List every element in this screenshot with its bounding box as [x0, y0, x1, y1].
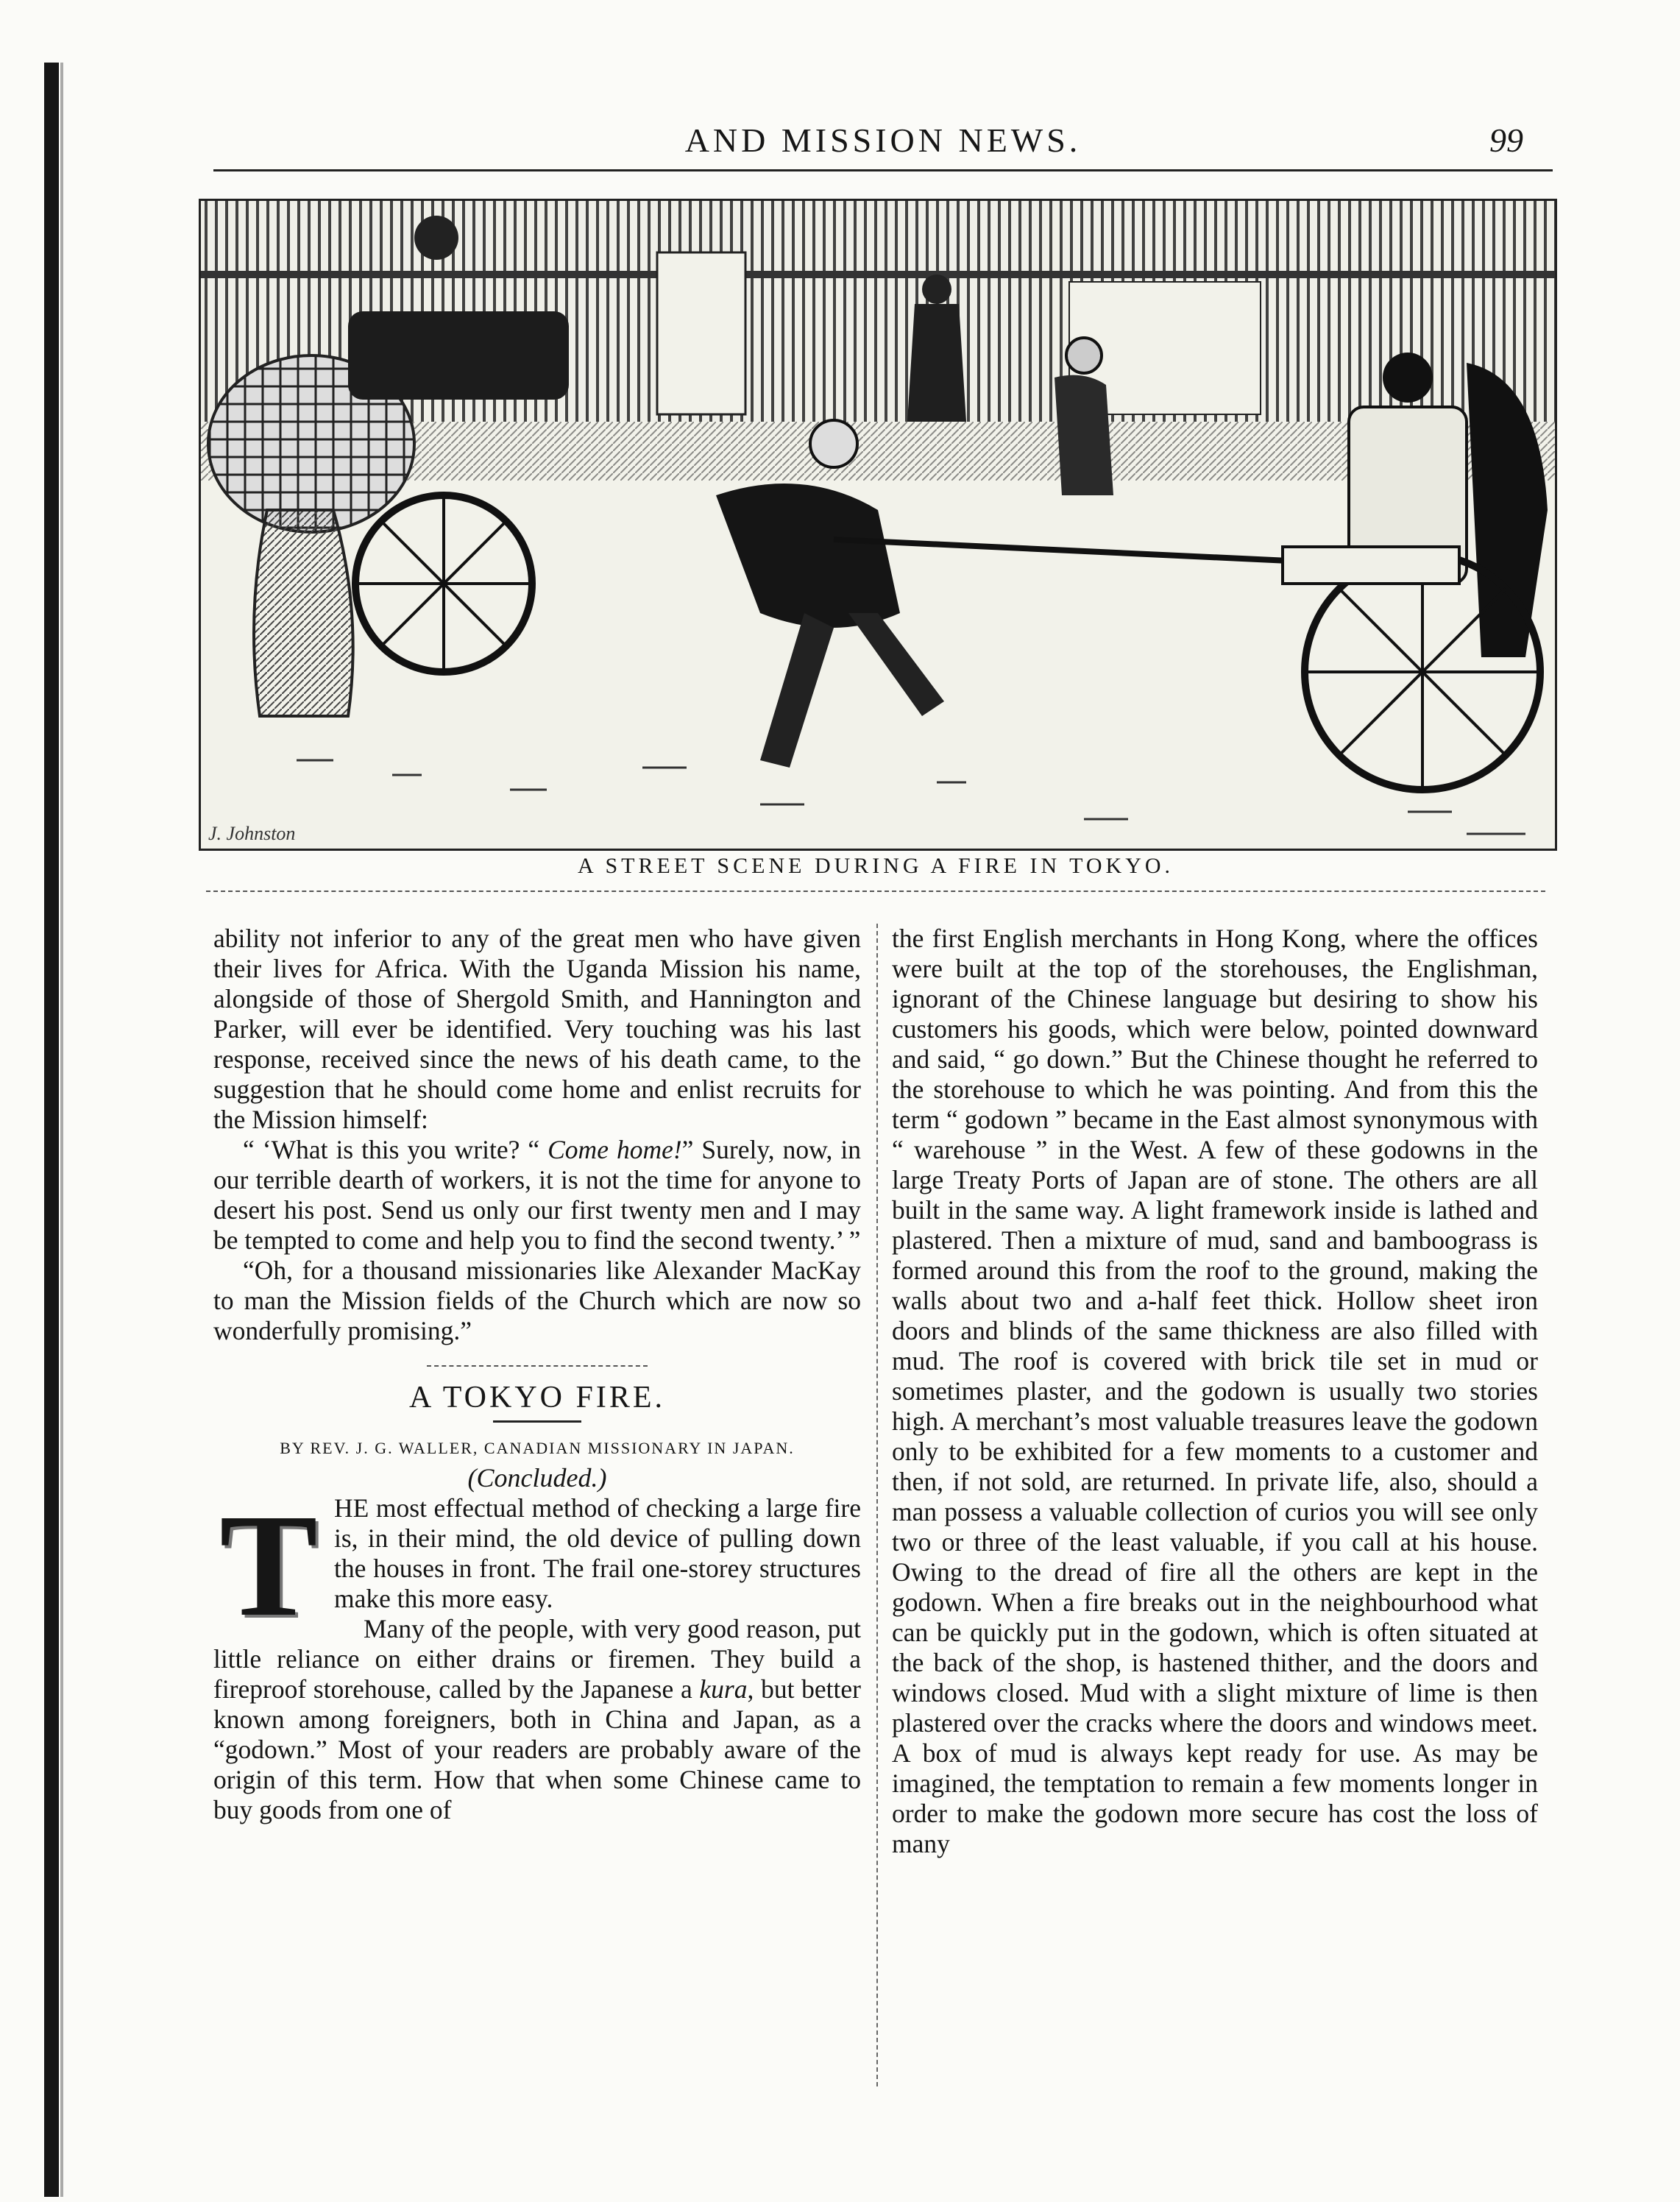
- title-rule: [493, 1420, 581, 1423]
- section-divider: [427, 1365, 648, 1367]
- page-number: 99: [1489, 121, 1523, 159]
- street-scene-illustration: [199, 199, 1557, 851]
- binding-shadow: [60, 63, 63, 2197]
- paragraph-text: Many of the people, with very good reason, put little reliance on either drains or firemen. They build a fireproof storehouse, called by the Japanese a: [213, 1614, 861, 1704]
- quote-text-rest: ” Surely, now, in our terrible dearth of workers, it is not the time for anyone to desert his post. Send us only our first twenty men and I may be tempted to come and help you to find the second twenty.’ ”: [213, 1135, 861, 1255]
- drop-cap: [213, 1484, 324, 1647]
- article-title: A TOKYO FIRE.: [409, 1381, 665, 1415]
- binding-edge: [44, 63, 59, 2197]
- running-head: AND MISSION NEWS.: [684, 121, 1082, 159]
- term-kura: kura: [699, 1674, 748, 1704]
- left-column: [213, 924, 861, 1825]
- quote-text: “ ‘What is this you write? “: [243, 1135, 540, 1164]
- paragraph: the first English merchants in Hong Kong, where the offices were built at the top of the storehouses, the Englishman, ignorant of the Chinese language but desiring to show his customers his goods, which were below, pointed downward and said, “ go down.” But the Chinese thought he referred to the storehouse to which he was pointing. And from this the term “ godown ” became in the East almost synonymous with “ warehouse ” in the West. A few of these godowns in the large Treaty Ports of Japan are of stone. The others are all built in the same way. A light framework inside is lathed and plastered. Then a mixture of mud, sand and bamboograss is formed around this from the roof to the ground, making the walls about two and a-half feet thick. Hollow sheet iron doors and blinds of the same thickness are also filled with mud. The roof is covered with brick tile set in mud or sometimes plaster, and the godown is usually two stories high. A merchant’s most valuable treasures leave the godown only to be exhibited for a few moments to a customer and then, if not sold, are returned. In private life, also, should a man possess a valuable collection of curios you will see only two or three of the least valuable, if you call at his house. Owing to the dread of fire all the others are kept in the godown. When a fire breaks out in the neighbourhood what can be quickly put in the godown, which is often situated at the back of the shop, is hastened thither, and the doors and windows closed. Mud with a slight mixture of lime is then plastered over the cracks where the doors and windows meet. A box of mud is always kept ready for use. As may be imagined, the temptation to remain a few moments longer in order to make the godown more secure has cost the loss of many: [892, 924, 1538, 1858]
- caption-rule: [206, 891, 1545, 892]
- paragraph: “Oh, for a thousand missionaries like Alexander MacKay to man the Mission fields of the Church which are now so wonderfully promising.”: [213, 1256, 861, 1345]
- quote-emphasis: Come home!: [547, 1135, 682, 1164]
- concluded-label: (Concluded.): [467, 1463, 607, 1493]
- illustration-caption: A STREET SCENE DURING A FIRE IN TOKYO.: [577, 854, 1174, 878]
- artist-signature: J. Johnston: [208, 823, 296, 844]
- engraving-image: [201, 201, 1555, 849]
- paragraph: ability not inferior to any of the great men who have given their lives for Africa. With the Uganda Mission his name, alongside of those of Shergold Smith, and Hannington and Parker, will ever be identified. Very touching was his last response, received since the news of his death came, to the suggestion that he should come home and enlist recruits for the Mission himself:: [213, 924, 861, 1134]
- byline: BY REV. J. G. WALLER, CANADIAN MISSIONARY IN JAPAN.: [280, 1439, 795, 1457]
- right-column: [892, 924, 1538, 1859]
- column-gutter-rule: [876, 924, 878, 2086]
- paragraph: HE most effectual method of checking a large fire is, in their mind, the old device of pulling down the houses in front. The frail one-storey structures make this more easy.: [334, 1493, 861, 1613]
- opening-paragraph: [213, 1484, 861, 1647]
- drop-cap-letter: T: [219, 1484, 318, 1647]
- page-header: [213, 118, 1553, 171]
- quote-paragraph: [213, 1135, 861, 1256]
- paragraph-text-rest: , but better known among foreigners, both in China and Japan, as a “godown.” Most of your readers are probably aware of the origin of this term. How that when some Chinese came to buy goods from one of: [213, 1674, 861, 1824]
